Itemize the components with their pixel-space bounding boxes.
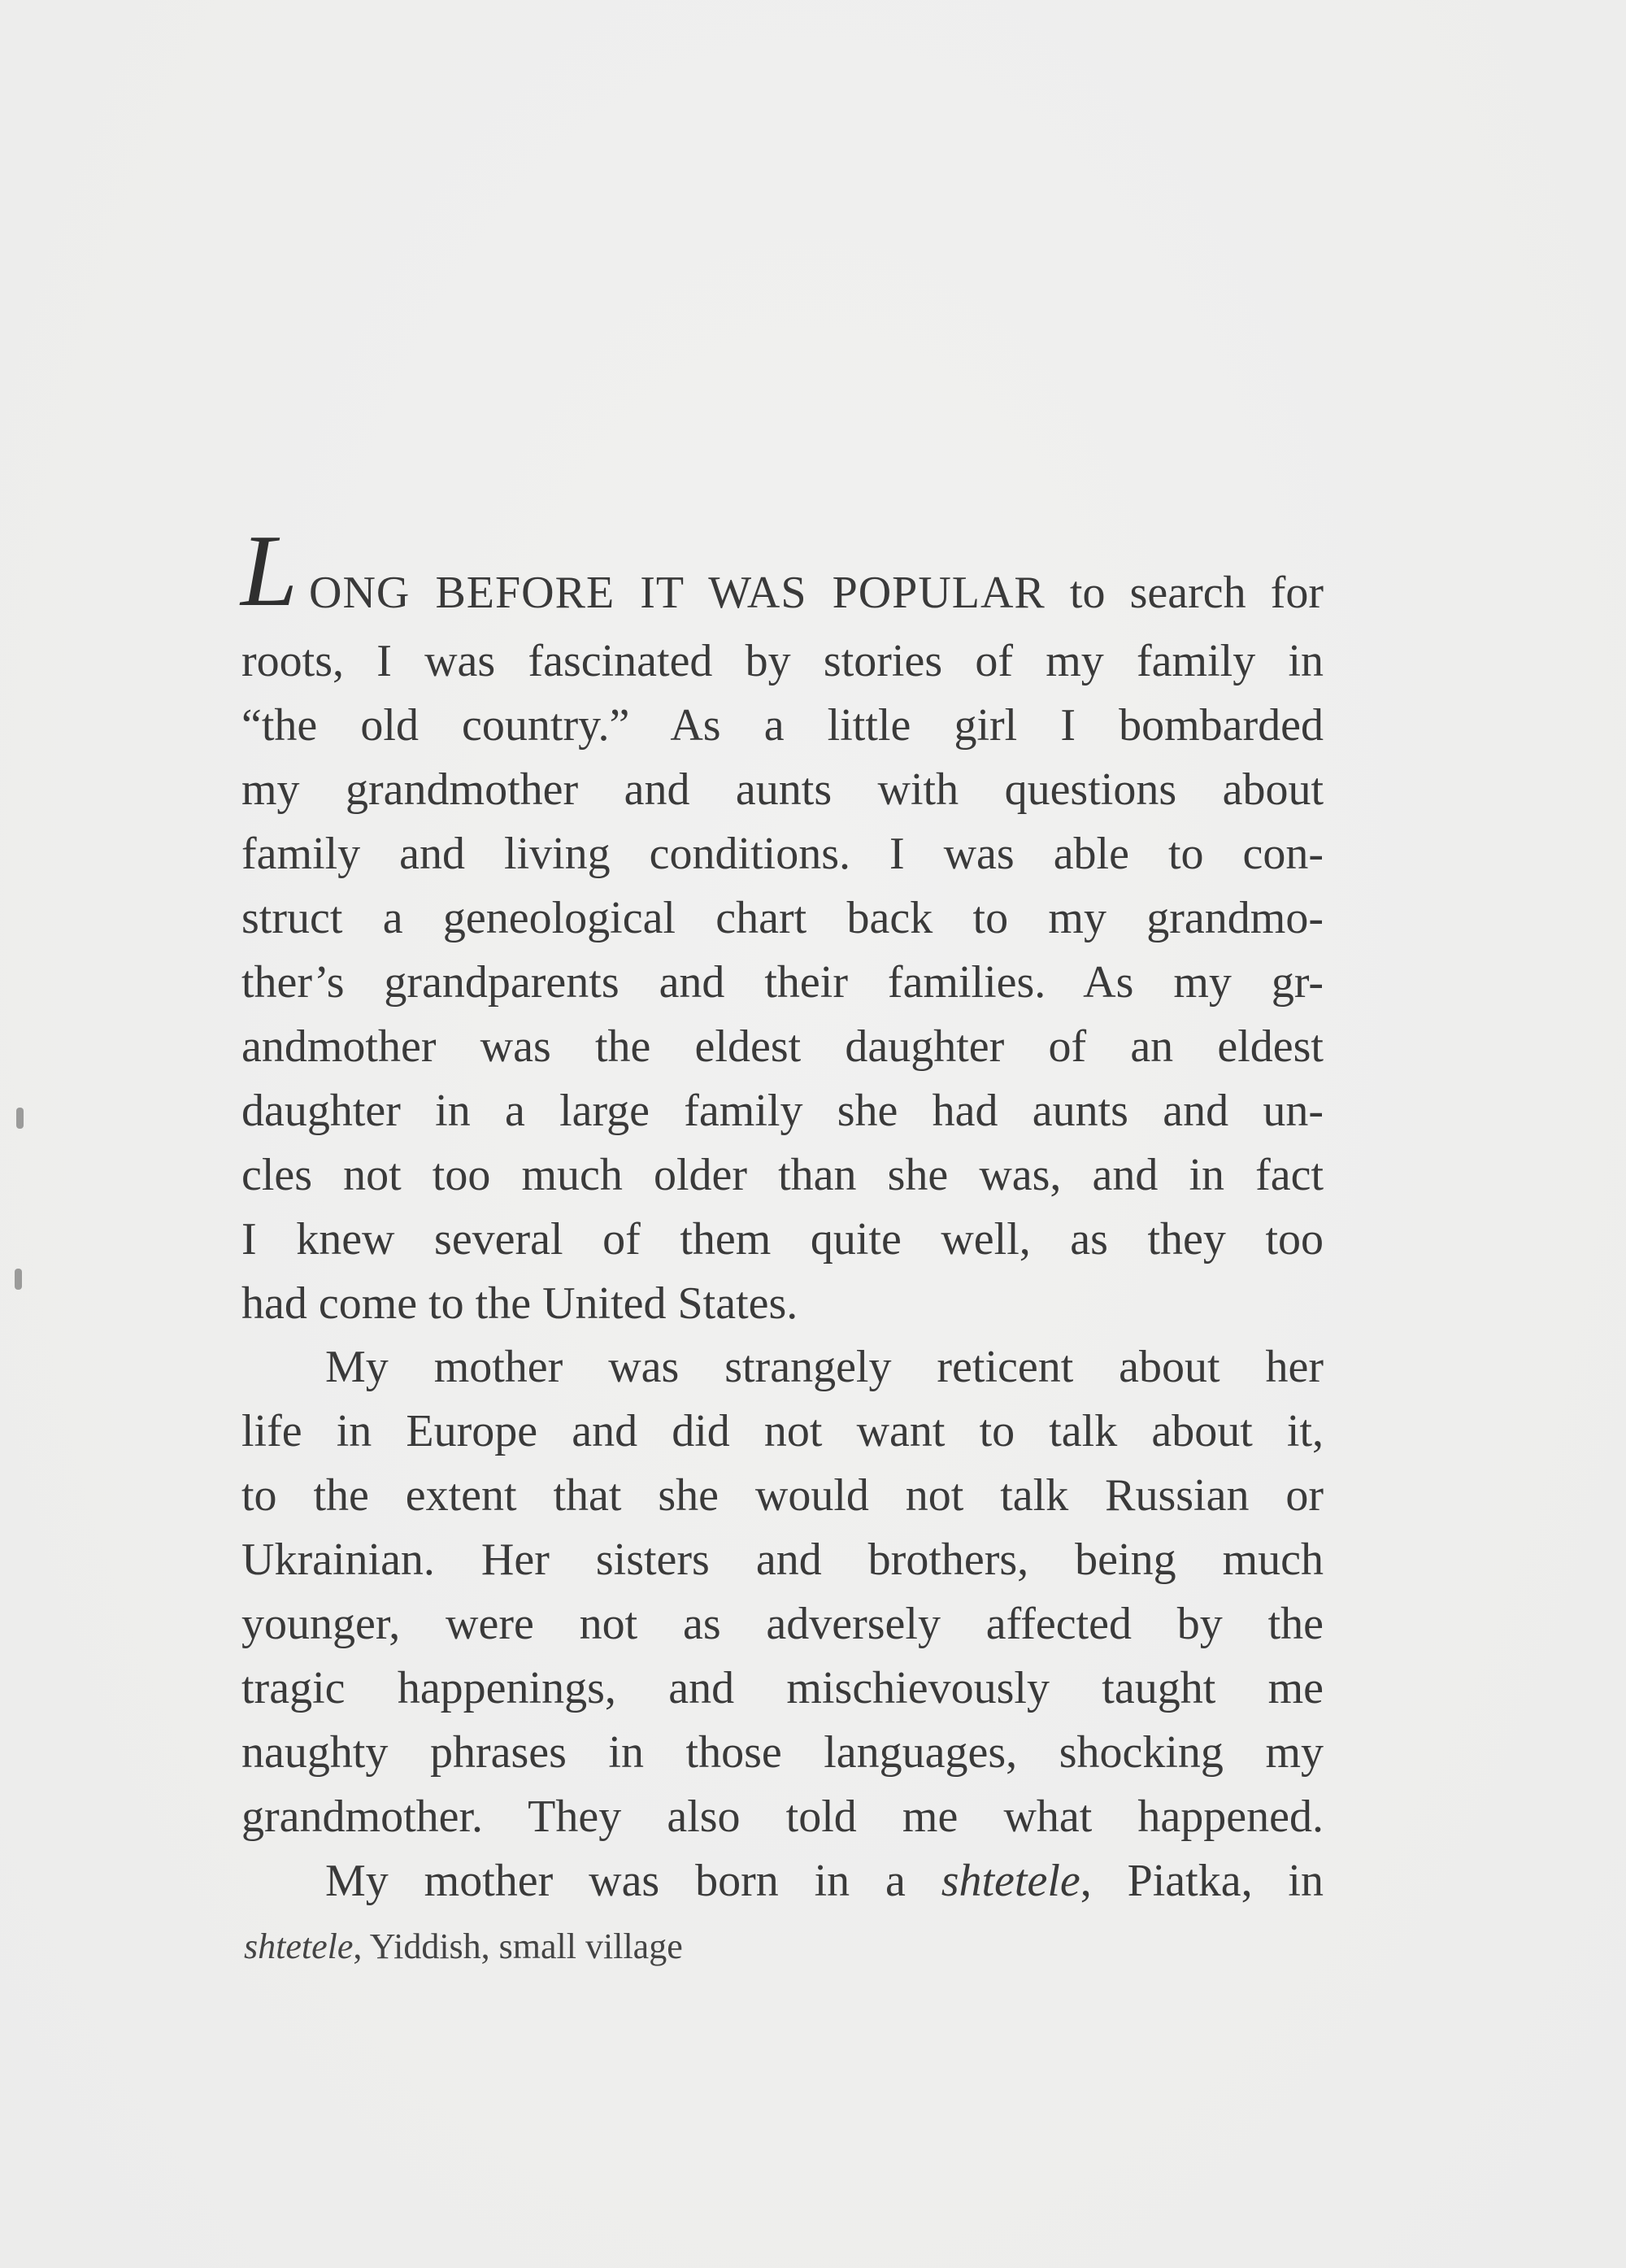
footnote (244, 1924, 683, 1970)
footnote-definition: , Yiddish, small village (353, 1926, 683, 1966)
text-line: to the extent that she would not talk Russian or (241, 1470, 1324, 1521)
text-line: struct a geneological chart back to my grandmo- (241, 893, 1324, 943)
italic-term: shtetele (941, 1856, 1080, 1906)
text-line (309, 561, 1324, 625)
text-line: “the old country.” As a little girl I bombarded (241, 700, 1324, 751)
footnote-term: shtetele (244, 1926, 354, 1966)
text-line: my grandmother and aunts with questions about (241, 764, 1324, 815)
drop-cap: L (241, 515, 298, 628)
text-line: ther’s grandparents and their families. As my gr- (241, 957, 1324, 1008)
binding-mark (15, 1269, 22, 1290)
text-line: roots, I was fascinated by stories of my family in (241, 636, 1324, 686)
text-line (241, 1849, 1324, 1913)
text-span: My mother was born in a (325, 1856, 941, 1906)
opening-rest: to search for (1069, 568, 1324, 618)
text-line: younger, were not as adversely affected by the (241, 1599, 1324, 1649)
binding-mark (16, 1108, 24, 1129)
text-line: naughty phrases in those languages, shocking my (241, 1727, 1324, 1778)
small-caps-opening: ONG BEFORE IT WAS POPULAR (309, 568, 1046, 618)
text-line: daughter in a large family she had aunts and un- (241, 1086, 1324, 1136)
text-line: life in Europe and did not want to talk about it, (241, 1406, 1324, 1456)
text-line: grandmother. They also told me what happened. (241, 1791, 1324, 1842)
text-line: andmother was the eldest daughter of an eldest (241, 1021, 1324, 1072)
text-line: Ukrainian. Her sisters and brothers, being much (241, 1534, 1324, 1585)
text-line: tragic happenings, and mischievously taught me (241, 1663, 1324, 1713)
text-span: , Piatka, in (1080, 1856, 1324, 1906)
text-line: cles not too much older than she was, and in fact (241, 1150, 1324, 1200)
text-line: had come to the United States. (241, 1278, 798, 1329)
text-line: I knew several of them quite well, as they too (241, 1214, 1324, 1265)
text-line: My mother was strangely reticent about her (325, 1342, 1324, 1392)
text-line: family and living conditions. I was able to con- (241, 829, 1324, 879)
